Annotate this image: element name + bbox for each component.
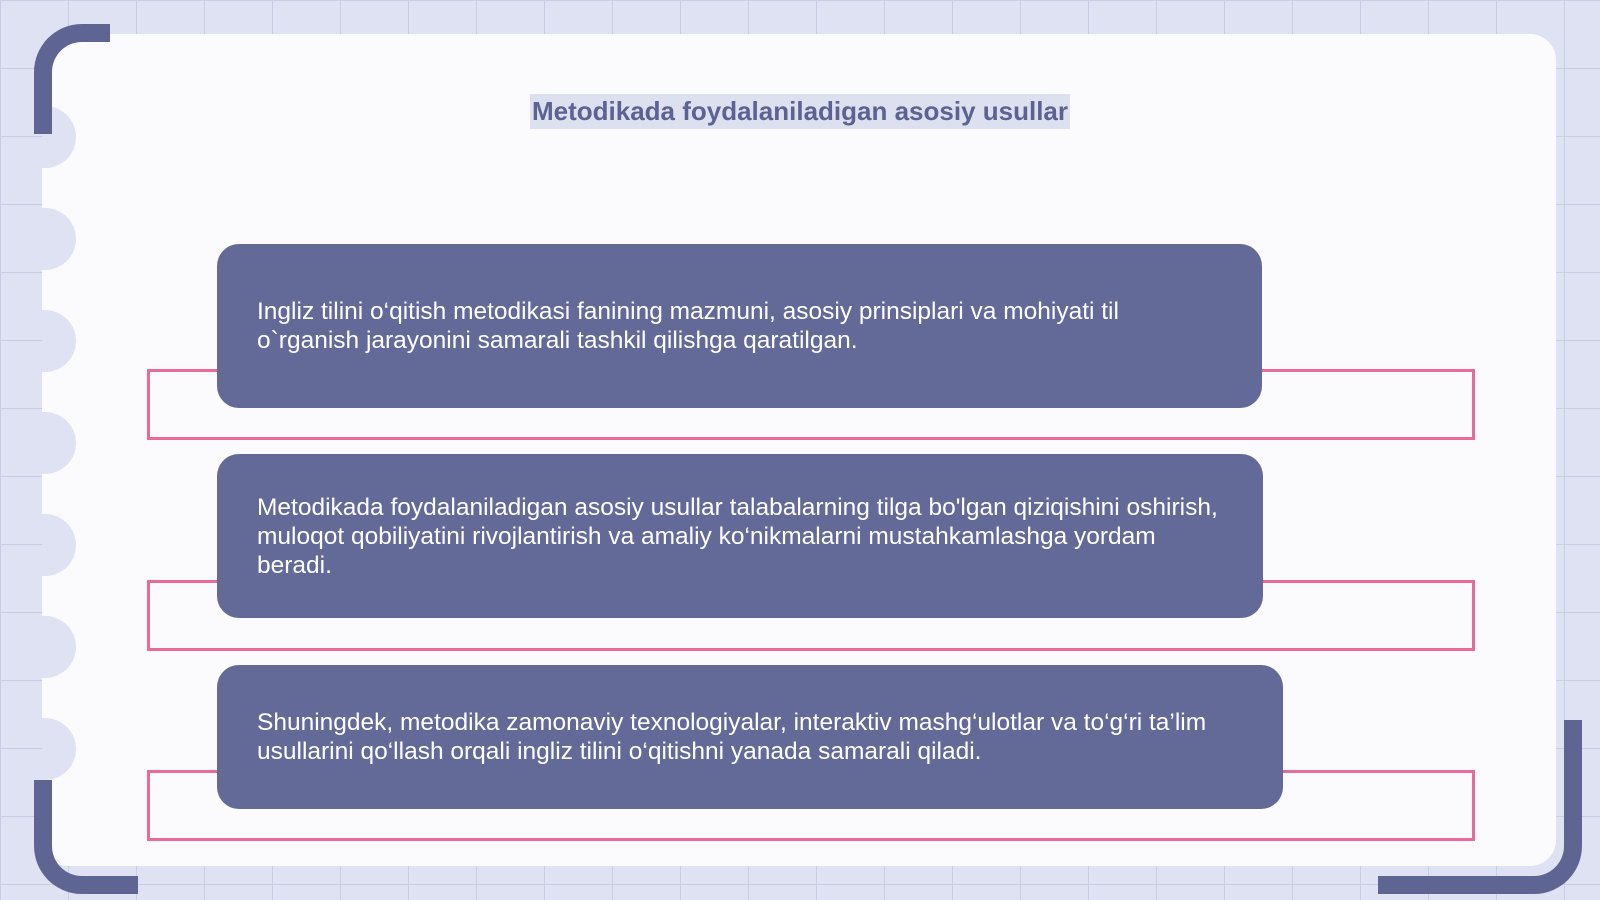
content-box-3 (217, 665, 1283, 809)
content-text-3: Shuningdek, metodika zamonaviy texnologiyalar, interaktiv mashg‘ulotlar va to‘g‘ri ta’lim usullarini qo‘llash orqali ingliz tilini o‘qitishni yanada samarali qiladi. (257, 709, 1207, 765)
content-box-1 (217, 244, 1262, 408)
content-text-2: Metodikada foydalaniladigan asosiy usullar talabalarning tilga bo'lgan qiziqishini oshirish, muloqot qobiliyatini rivojlantirish va amaliy ko‘nikmalarni mustahkamlashga yordam beradi. (257, 493, 1218, 579)
content-box-2 (217, 454, 1263, 618)
corner-bracket-bottom-left (34, 780, 138, 894)
content-text-1: Ingliz tilini o‘qitish metodikasi fanining mazmuni, asosiy prinsiplari va mohiyati til o`rganish jarayonini samarali tashkil qilishga qaratilgan. (257, 298, 1119, 354)
slide-title: Metodikada foydalaniladigan asosiy usullar (530, 94, 1070, 129)
